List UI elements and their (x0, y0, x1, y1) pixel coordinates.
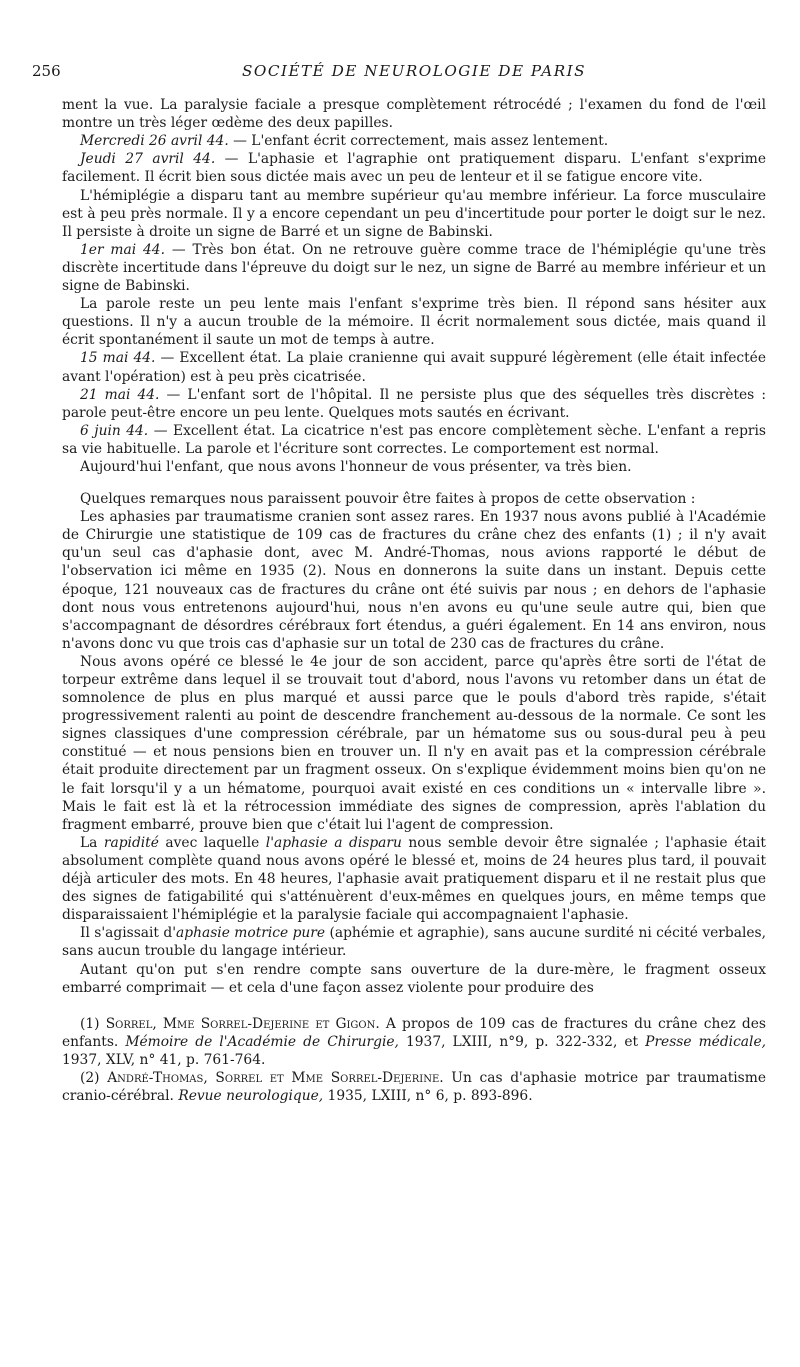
paragraph: Aujourd'hui l'enfant, que nous avons l'honneur de vous présenter, va très bien. (80, 458, 632, 475)
paragraph: Jeudi 27 avril 44. — L'aphasie et l'agraphie ont pratiquement disparu. L'enfant s'exprime facilement. Il écrit bien sous dictée mais avec un peu de lenteur et il se fatigue encore vite. (62, 151, 767, 186)
page-header (32, 62, 766, 80)
date: 15 mai 44. (80, 350, 156, 367)
paragraph: 21 mai 44. — L'enfant sort de l'hôpital. Il ne persiste plus que des séquelles très discrètes : parole peut-être encore un peu lente. Quelques mots sautés en écrivant. (62, 386, 766, 421)
discussion (62, 490, 766, 997)
paragraph: Quelques remarques nous paraissent pouvoir être faites à propos de cette observation : (80, 491, 696, 508)
footnote: (1) Sorrel, Mme Sorrel-Dejerine et Gigon. A propos de 109 cas de fractures du crâne chez des enfants. Mémoire de l'Académie de Chirurgie, 1937, LXIII, n°9, p. 322-332, et Presse médicale, 1937, XLV, n° 41, p. 761-764. (62, 1015, 766, 1068)
paragraph: 1er mai 44. — Très bon état. On ne retrouve guère comme trace de l'hémiplégie qu'une très discrète incertitude dans l'épreuve du doigt sur le nez, un signe de Barré au membre inférieur et un signe de Babinski. (62, 241, 766, 295)
date: Mercredi 26 avril 44. (80, 133, 229, 150)
paragraph: La rapidité avec laquelle l'aphasie a disparu nous semble devoir être signalée ; l'aphasie était absolument complète quand nous avons opéré le blessé et, moins de 24 heures plus tard, il pouvait déjà articuler des mots. En 48 heures, l'aphasie avait pratiquement disparu et il ne restait plus que des signes de fatigabilité qui s'atténuèrent d'eux-mêmes en quelques jours, en même temps que disparaissaient l'hémiplégie et la paralysie faciale qui accompagnaient l'aphasie. (62, 834, 766, 924)
paragraph: Nous avons opéré ce blessé le 4e jour de son accident, parce qu'après être sorti de l'état de torpeur extrême dans lequel il se trouvait tout d'abord, nous l'avons vu retomber dans un état de somnolence de plus en plus marqué et aussi parce que le pouls d'abord très rapide, s'était progressivement ralenti au point de descendre franchement au-dessous de la normale. Ce sont les signes classiques d'une compression cérébrale, par un hématome sus ou sous-dural peu à peu constitué — et nous pensions bien en trouver un. Il n'y en avait pas et la compression cérébrale était produite directement par un fragment osseux. On s'explique évidemment moins bien qu'on ne le fait lorsqu'il y a un hématome, pourquoi avait existé en ces conditions un « intervalle libre ». Mais le fait est là et la rétrocession immédiate des signes de compression, après l'ablation du fragment embarré, prouve bien que c'était lui l'agent de compression. (62, 653, 766, 833)
date: 1er mai 44. (80, 241, 165, 258)
paragraph: L'hémiplégie a disparu tant au membre supérieur qu'au membre inférieur. La force musculaire est à peu près normale. Il y a encore cependant un peu d'incertitude pour porter le doigt sur le nez. Il persiste à droite un signe de Barré et un signe de Babinski. (62, 187, 766, 240)
paragraph: Mercredi 26 avril 44. — L'enfant écrit correctement, mais assez lentement. (80, 133, 609, 150)
running-title: SOCIÉTÉ DE NEUROLOGIE DE PARIS (241, 62, 587, 80)
footnotes (62, 1015, 766, 1105)
date: 21 mai 44. (80, 386, 160, 403)
paragraph: Autant qu'on put s'en rendre compte sans ouverture de la dure-mère, le fragment osseux embarré comprimait — et cela d'une façon assez violente pour produire des (62, 961, 766, 996)
footnote: (2) André-Thomas, Sorrel et Mme Sorrel-Dejerine. Un cas d'aphasie motrice par traumatisme cranio-cérébral. Revue neurologique, 1935, LXIII, n° 6, p. 893-896. (62, 1069, 766, 1105)
paragraph: 6 juin 44. — Excellent état. La cicatrice n'est pas encore complètement sèche. L'enfant a repris sa vie habituelle. La parole et l'écriture sont correctes. Le comportement est normal. (62, 422, 766, 457)
paragraph: La parole reste un peu lente mais l'enfant s'exprime très bien. Il répond sans hésiter aux questions. Il n'y a aucun trouble de la mémoire. Il écrit normalement sous dictée, mais quand il écrit spontanément il saute un mot de temps à autre. (62, 296, 766, 349)
paragraph: 15 mai 44. — Excellent état. La plaie cranienne qui avait suppuré légèrement (elle était infectée avant l'opération) est à peu près cicatrisée. (62, 350, 766, 385)
page-number: 256 (32, 62, 61, 80)
document-page (32, 62, 767, 1105)
paragraph: Les aphasies par traumatisme cranien sont assez rares. En 1937 nous avons publié à l'Académie de Chirurgie une statistique de 109 cas de fractures du crâne chez des enfants (1) ; il n'y avait qu'un seul cas d'aphasie dont, avec M. André-Thomas, nous avions rapporté le début de l'observation ici même en 1935 (2). Nous en donnerons la suite dans un instant. Depuis cette époque, 121 nouveaux cas de fractures du crâne ont été suivis par nous ; en dehors de l'aphasie dont nous vous entretenons aujourd'hui, nous n'en avons eu qu'une seule autre qui, bien que s'accompagnant de désordres cérébraux fort étendus, a guéri également. En 14 ans environ, nous n'avons donc vu que trois cas d'aphasie sur un total de 230 cas de fractures du crâne. (62, 509, 766, 652)
paragraph: ment la vue. La paralysie faciale a presque complètement rétrocédé ; l'examen du fond de l'œil montre un très léger œdème des deux papilles. (62, 97, 766, 132)
date: Jeudi 27 avril 44. (80, 151, 216, 168)
paragraph: Il s'agissait d'aphasie motrice pure (aphémie et agraphie), sans aucune surdité ni cécité verbales, sans aucun trouble du langage intérieur. (62, 925, 767, 960)
case-report (62, 96, 766, 476)
date: 6 juin 44. (80, 422, 149, 439)
